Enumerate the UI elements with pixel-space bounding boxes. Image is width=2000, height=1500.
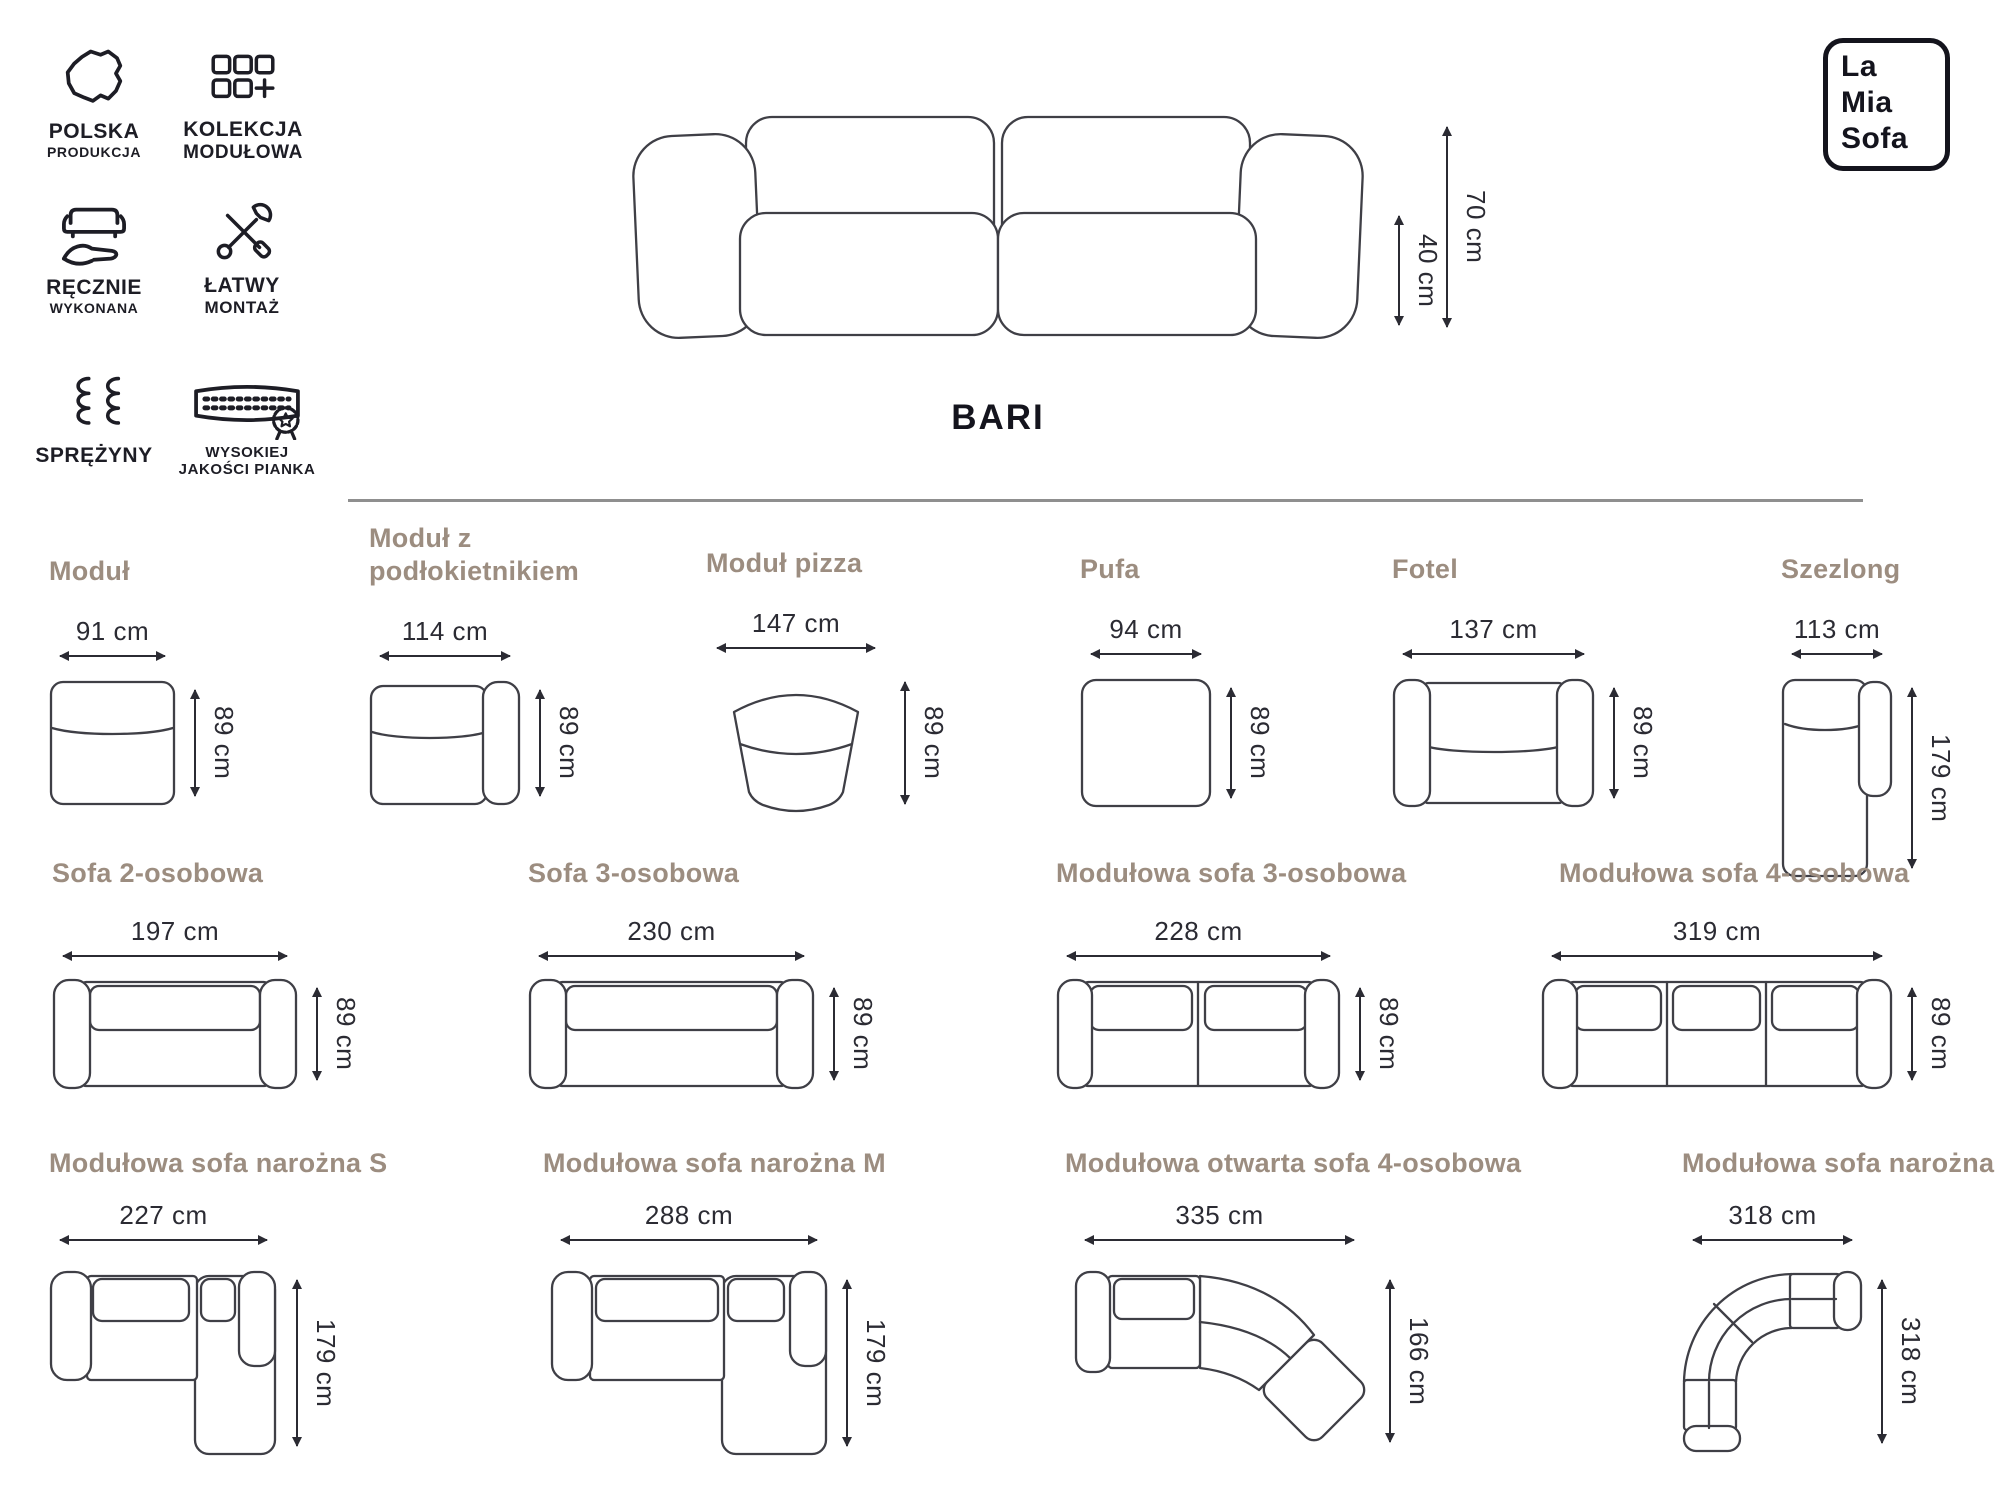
module-drawing (49, 680, 176, 806)
width-value: 91 cm (75, 616, 150, 646)
depth-value: 89 cm (1245, 706, 1275, 780)
module-figure-modulowa-sofa-narozna (1682, 1148, 1995, 1458)
width-dimension (52, 916, 298, 962)
module-drawing (1056, 978, 1341, 1090)
logo-line: Sofa (1841, 122, 1909, 155)
module-drawing (52, 978, 298, 1090)
badge-subtitle: PRODUKCJA (46, 144, 142, 161)
module-drawing (1781, 678, 1893, 878)
foam-quality-icon (188, 378, 306, 440)
depth-dimension (1905, 978, 1956, 1090)
module-name: Modułowa sofa 3-osobowa (1056, 858, 1407, 889)
width-dimension (1541, 916, 1893, 962)
depth-value: 179 cm (861, 1318, 891, 1408)
module-name: Sofa 3-osobowa (528, 858, 740, 889)
depth-dimension (310, 978, 361, 1090)
depth-dimension (827, 978, 878, 1090)
module-figure-modulowa-otwarta-sofa-4-osobowa (1065, 1148, 1522, 1457)
badge-kolekcja-modulowa (178, 52, 308, 165)
la-mia-sofa-logo (1823, 38, 1950, 171)
width-value: 114 cm (401, 616, 489, 646)
module-drawing (49, 1270, 278, 1456)
module-name: Modułowa sofa 4-osobowa (1559, 858, 1910, 889)
hero-seat-height-dimension (1392, 205, 1443, 336)
vertical-arrow (1392, 205, 1406, 336)
depth-dimension (290, 1270, 341, 1456)
module-name: Fotel (1392, 554, 1458, 585)
width-value: 147 cm (751, 608, 841, 638)
width-dimension (1392, 614, 1595, 660)
modular-grid-icon (205, 52, 281, 112)
module-figure-modulowa-sofa-narozna-m (543, 1148, 891, 1461)
module-drawing (1080, 678, 1212, 808)
depth-value: 89 cm (331, 997, 361, 1071)
badge-polska-produkcja (40, 46, 148, 161)
depth-dimension (1875, 1270, 1926, 1453)
module-name: Sofa 2-osobowa (52, 858, 264, 889)
width-value: 228 cm (1154, 916, 1243, 946)
module-name: Moduł pizza (706, 548, 863, 579)
depth-dimension (533, 680, 584, 806)
module-name: Modułowa otwarta sofa 4-osobowa (1065, 1148, 1522, 1179)
width-dimension (1682, 1200, 1863, 1246)
depth-dimension (1383, 1270, 1434, 1452)
width-value: 335 cm (1175, 1200, 1264, 1230)
module-figure-modul (49, 556, 239, 811)
badge-subtitle: JAKOŚCI PIANKA (178, 461, 316, 479)
module-drawing (369, 680, 521, 806)
width-dimension (1080, 614, 1212, 660)
width-dimension (369, 616, 521, 662)
depth-value: 89 cm (1628, 706, 1658, 780)
depth-dimension (1353, 978, 1404, 1090)
module-drawing (1074, 1270, 1371, 1452)
width-dimension (706, 608, 886, 654)
badge-subtitle: MONTAŻ (204, 298, 280, 318)
depth-dimension (840, 1270, 891, 1456)
poland-map-icon (55, 46, 133, 114)
module-figure-szezlong (1781, 554, 1956, 883)
module-drawing (550, 1270, 828, 1456)
logo-line: Mia (1841, 86, 1893, 119)
width-dimension (550, 1200, 828, 1246)
depth-value: 166 cm (1404, 1316, 1434, 1406)
module-figure-pufa (1080, 554, 1275, 813)
depth-dimension (898, 672, 949, 814)
badge-title: RĘCZNIE (46, 276, 142, 299)
module-drawing (1541, 978, 1893, 1090)
width-dimension (49, 616, 176, 662)
hero-sofa-drawing (628, 105, 1368, 345)
module-figure-modul-pizza (706, 548, 949, 819)
depth-dimension (188, 680, 239, 806)
module-figure-sofa-3-osobowa (528, 858, 878, 1095)
width-dimension (49, 1200, 278, 1246)
width-dimension (1056, 916, 1341, 962)
depth-dimension (1905, 678, 1956, 878)
module-name: Szezlong (1781, 554, 1901, 585)
module-drawing (1682, 1270, 1863, 1453)
width-value: 94 cm (1109, 614, 1183, 644)
springs-icon (57, 372, 131, 438)
seat-height-value: 40 cm (1413, 233, 1443, 308)
tools-icon (206, 200, 278, 268)
width-dimension (1781, 614, 1893, 660)
module-drawing (1392, 678, 1595, 808)
width-value: 197 cm (130, 916, 220, 946)
depth-value: 89 cm (1926, 997, 1956, 1071)
handmade-sofa-icon (55, 196, 133, 270)
depth-value: 89 cm (919, 706, 949, 780)
section-divider (348, 499, 1863, 502)
badge-title: ŁATWY (204, 274, 280, 297)
module-name: Moduł z podłokietnikiem (369, 523, 580, 587)
badge-title: WYSOKIEJ (205, 444, 289, 461)
badge-sprezyny (35, 372, 153, 468)
depth-value: 179 cm (311, 1318, 341, 1408)
module-name: Modułowa sofa narożna S (49, 1148, 388, 1179)
vertical-arrow (1440, 116, 1454, 338)
depth-value: 89 cm (1374, 997, 1404, 1071)
width-value: 288 cm (644, 1200, 734, 1230)
width-value: 318 cm (1728, 1200, 1817, 1230)
width-value: 113 cm (1793, 614, 1881, 644)
depth-dimension (1607, 678, 1658, 808)
module-figure-modulowa-sofa-3-osobowa (1056, 858, 1407, 1095)
badge-recznie-wykonana (38, 196, 150, 317)
width-value: 230 cm (627, 916, 716, 946)
badge-title: POLSKA (48, 120, 140, 143)
width-value: 227 cm (119, 1200, 208, 1230)
module-name: Modułowa sofa narożna (1682, 1148, 1995, 1179)
module-name: Moduł (49, 556, 130, 587)
depth-value: 89 cm (554, 706, 584, 780)
module-name: Pufa (1080, 554, 1140, 585)
total-height-value: 70 cm (1461, 190, 1491, 264)
module-figure-sofa-2-osobowa (52, 858, 361, 1095)
collection-title: BARI (951, 398, 1045, 437)
depth-value: 179 cm (1926, 733, 1956, 823)
depth-dimension (1224, 678, 1275, 808)
depth-value: 318 cm (1896, 1317, 1926, 1406)
module-drawing (706, 672, 886, 814)
badge-subtitle: WYKONANA (49, 300, 139, 317)
badge-latwy-montaz (182, 200, 302, 319)
badge-title: SPRĘŻYNY (35, 444, 153, 467)
module-figure-modulowa-sofa-4-osobowa (1541, 858, 1956, 1095)
depth-value: 89 cm (848, 997, 878, 1071)
badge-wysokiej-jakosci-pianka (172, 378, 322, 479)
width-dimension (528, 916, 815, 962)
badge-title: KOLEKCJA (183, 118, 303, 141)
module-figure-modul-z-podlokietnikiem (369, 523, 584, 811)
width-value: 137 cm (1449, 614, 1538, 644)
module-drawing (528, 978, 815, 1090)
depth-value: 89 cm (209, 706, 239, 780)
badge-subtitle: MODUŁOWA (183, 142, 303, 164)
width-value: 319 cm (1672, 916, 1762, 946)
module-figure-fotel (1392, 554, 1658, 813)
module-name: Modułowa sofa narożna M (543, 1148, 886, 1179)
width-dimension (1074, 1200, 1365, 1246)
logo-line: La (1841, 50, 1878, 83)
module-figure-modulowa-sofa-narozna-s (49, 1148, 388, 1461)
hero-total-height-dimension (1440, 116, 1491, 338)
